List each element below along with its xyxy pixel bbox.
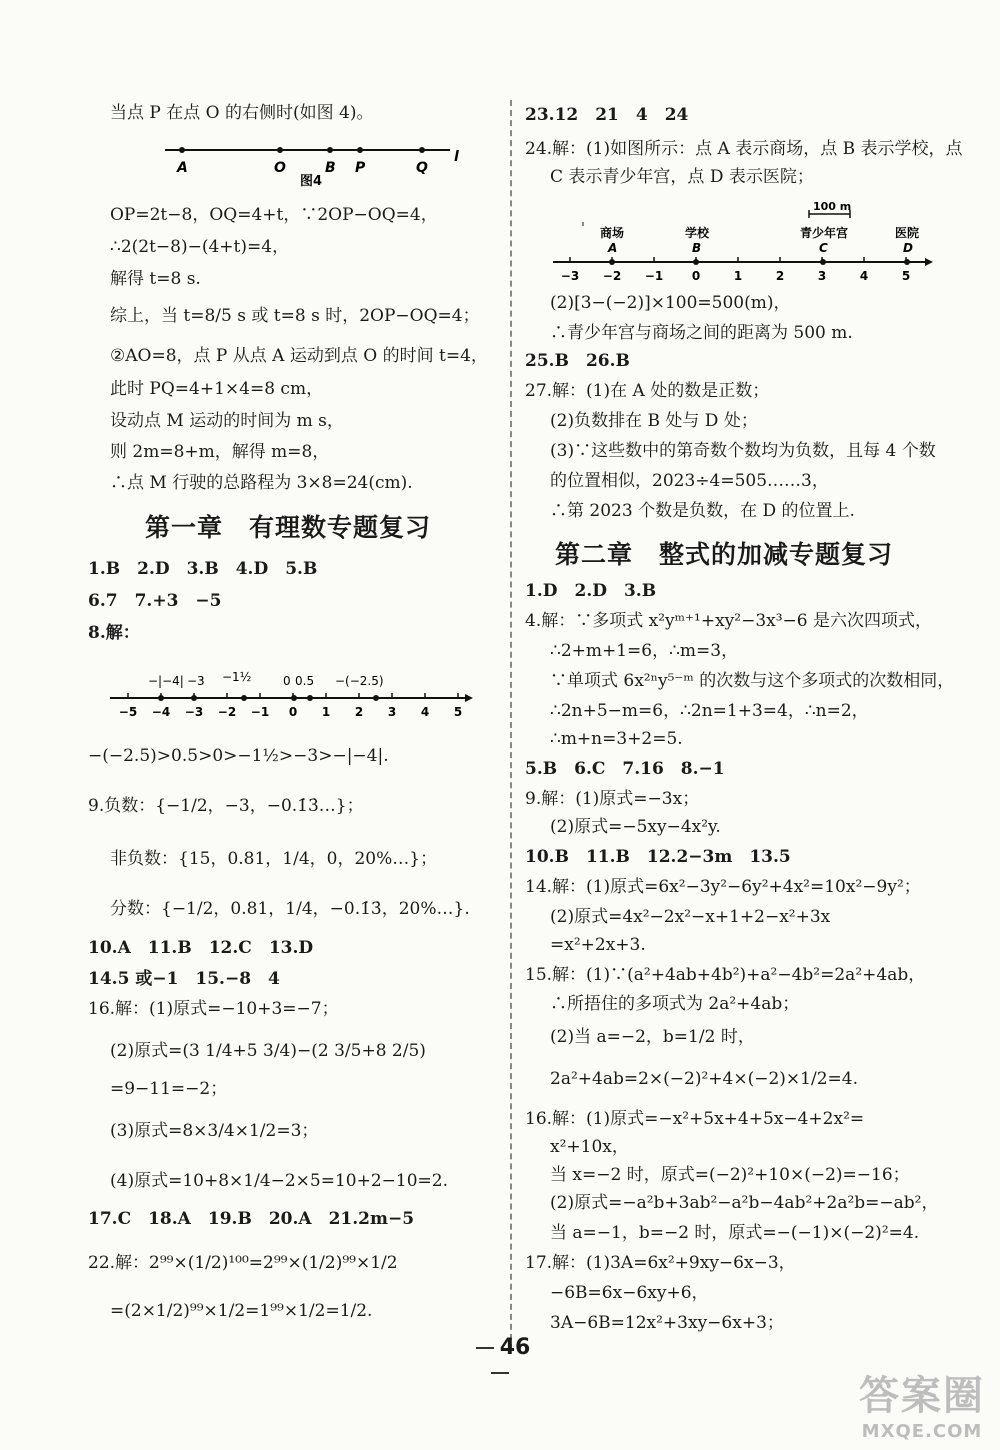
answer-line: 16.解：(1)原式=−10+3=−7； (88, 999, 339, 1019)
answer-line: 16.解：(1)原式=−x²+5x+4+5x−4+2x²= (525, 1109, 865, 1129)
text-line: (2)原式=(3 1/4+5 3/4)−(2 3/5+8 2/5) (110, 1041, 426, 1061)
answer-line: 17.C 18.A 19.B 20.A 21.2m−5 (88, 1209, 415, 1229)
text-line: 的位置相似，2023÷4=505……3， (550, 471, 829, 491)
tick-label: 4 (859, 269, 869, 283)
text-line: 3A−6B=12x²+3xy−6x+3； (550, 1313, 784, 1333)
answer-line: 23.12 21 4 24 (525, 105, 689, 125)
answer-line: 24.解：(1)如图所示：点 A 表示商场，点 B 表示学校，点 (525, 139, 963, 159)
text-line: (2)原式=4x²−2x²−x+1+2−x²+3x (550, 907, 831, 927)
point-a: A (608, 241, 618, 255)
watermark-logo (859, 1364, 985, 1442)
answer-line: 25.B 26.B (525, 351, 630, 371)
text-line: 此时 PQ=4+1×4=8 cm， (110, 379, 324, 399)
text-line: ∴青少年宫与商场之间的距离为 500 m. (550, 323, 853, 343)
q8-label-neg3: −3 (187, 674, 205, 688)
tick-label: 4 (420, 705, 430, 719)
place-mall: 商场 (600, 226, 625, 240)
column-divider (510, 100, 512, 1350)
text-line: ∴第 2023 个数是负数，在 D 的位置上. (550, 501, 855, 521)
place-hospital: 医院 (895, 226, 920, 240)
answer-line: 17.解：(1)3A=6x²+9xy−6x−3， (525, 1253, 796, 1273)
text-line: 当 a=−1，b=−2 时，原式=−(−1)×(−2)²=4. (550, 1223, 920, 1243)
tick-label: 2 (354, 705, 364, 719)
tick-label: −4 (151, 705, 171, 719)
watermark-text: 答案圈 (859, 1373, 985, 1419)
text-line: C 表示青少年宫，点 D 表示医院； (550, 167, 814, 187)
text-line: (2)原式=−5xy−4x²y. (550, 817, 721, 837)
tick-label: −2 (217, 705, 237, 719)
fig4-point-o: O (274, 160, 286, 176)
text-line: OP=2t−8，OQ=4+t，∵2OP−OQ=4， (110, 205, 438, 225)
tick-label: −2 (602, 269, 622, 283)
tick-label: −5 (118, 705, 138, 719)
text-line: (2)负数排在 B 处与 D 处； (550, 411, 758, 431)
text-line: −(−2.5)>0.5>0>−1½>−3>−|−4|. (88, 746, 389, 766)
answer-line: 22.解：2⁹⁹×(1/2)¹⁰⁰=2⁹⁹×(1/2)⁹⁹×1/2 (88, 1253, 398, 1273)
answer-line: 1.D 2.D 3.B (525, 581, 657, 601)
chapter-1-title: 第一章 有理数专题复习 (145, 513, 432, 542)
text-line: (4)原式=10+8×1/4−2×5=10+2−10=2. (110, 1171, 449, 1191)
fig4-point-p: P (355, 160, 366, 176)
text-line: 当点 P 在点 O 的右侧时(如图 4)。 (110, 103, 374, 123)
text-line: ∴m+n=3+2=5. (550, 729, 683, 749)
text-line: =9−11=−2； (110, 1079, 228, 1099)
page-number: 46 (455, 1335, 545, 1385)
text-line: (2)原式=−a²b+3ab²−a²b−4ab²+2a²b=−ab²， (550, 1193, 939, 1213)
text-line: ∴所捂住的多项式为 2a²+4ab； (550, 994, 800, 1014)
text-line: x²+10x， (550, 1137, 629, 1157)
text-line: ∴2n+5−m=6，∴2n=1+3=4，∴n=2， (550, 701, 869, 721)
text-line: 当 x=−2 时，原式=(−2)²+10×(−2)=−16； (550, 1165, 910, 1185)
fig4-line-label: l (454, 149, 459, 165)
chapter-2-title: 第二章 整式的加减专题复习 (555, 540, 894, 569)
text-line: =(2×1/2)⁹⁹×1/2=1⁹⁹×1/2=1/2. (110, 1301, 373, 1321)
tick-label: −1 (250, 705, 270, 719)
q8-label-neg-neg2-5: −(−2.5) (335, 674, 384, 688)
tick-label: 1 (321, 705, 331, 719)
scale-label: 100 m (813, 200, 852, 213)
tick-label: 2 (775, 269, 785, 283)
q8-label-neg1half: −1½ (222, 670, 252, 684)
tick-label: 0 (288, 705, 298, 719)
answer-line: 8.解： (88, 623, 140, 643)
figure-4-number-line (160, 135, 470, 190)
text-line: 2a²+4ab=2×(−2)²+4×(−2)×1/2=4. (550, 1069, 858, 1089)
fig4-caption: 图4 (300, 174, 323, 189)
fig4-point-q: Q (416, 160, 428, 176)
fig4-point-a: A (177, 160, 188, 176)
point-b: B (692, 241, 702, 255)
tick-label: 3 (387, 705, 397, 719)
tick-label: 5 (901, 269, 911, 283)
tick-label: 0 (691, 269, 701, 283)
q8-label-zero: 0 (283, 674, 291, 688)
answer-line: 10.A 11.B 12.C 13.D (88, 938, 314, 958)
point-d: D (903, 241, 913, 255)
q8-label-half: 0.5 (295, 674, 315, 688)
answer-line: 10.B 11.B 12.2−3m 13.5 (525, 847, 791, 867)
text-line: (3)∵这些数中的第奇数个数均为负数，且每 4 个数 (550, 441, 936, 461)
text-line: 则 2m=8+m，解得 m=8， (110, 442, 330, 462)
q8-label-abs4: −|−4| (148, 674, 184, 688)
answer-line: 1.B 2.D 3.B 4.D 5.B (88, 559, 318, 579)
text-line: 解得 t=8 s. (110, 269, 201, 289)
answer-line: 14.解：(1)原式=6x²−3y²−6y²+4x²=10x²−9y²； (525, 877, 921, 897)
place-school: 学校 (685, 226, 710, 240)
text-line: 非负数：{15，0.81，1/4，0，20%…}； (110, 849, 438, 869)
answer-line: 27.解：(1)在 A 处的数是正数； (525, 381, 770, 401)
point-c: C (819, 241, 828, 255)
q24-number-line (545, 200, 940, 285)
text-line: (2)当 a=−2，b=1/2 时， (550, 1027, 755, 1047)
text-line: −6B=6x−6xy+6， (550, 1283, 709, 1303)
text-line: ②AO=8，点 P 从点 A 运动到点 O 的时间 t=4， (110, 346, 488, 366)
text-line: 分数：{−1/2，0.81，1/4，−0.1̇3̇，20%…}. (110, 899, 470, 919)
text-line: (3)原式=8×3/4×1/2=3； (110, 1121, 319, 1141)
text-line: 综上，当 t=8/5 s 或 t=8 s 时，2OP−OQ=4； (110, 306, 480, 326)
tick-label: 5 (453, 705, 463, 719)
answer-line: 9.负数：{−1/2，−3，−0.1̇3̇…}； (88, 796, 364, 816)
answer-line: 9.解：(1)原式=−3x； (525, 789, 700, 809)
answer-line: 15.解：(1)∵(a²+4ab+4b²)+a²−4b²=2a²+4ab， (525, 965, 926, 985)
tick-label: −3 (560, 269, 580, 283)
tick-label: −3 (184, 705, 204, 719)
text-line: ∵单项式 6x²ⁿy⁵⁻ᵐ 的次数与这个多项式的次数相同， (550, 671, 955, 691)
q8-number-line (100, 665, 475, 730)
answer-line: 6.7 7.+3 −5 (88, 591, 222, 611)
text-line: ∴点 M 行驶的总路程为 3×8=24(cm). (110, 473, 413, 493)
text-line: ∴2(2t−8)−(4+t)=4， (110, 237, 290, 257)
tick-label: 3 (817, 269, 827, 283)
tick-label: −1 (644, 269, 664, 283)
answer-line: 4.解：∵多项式 x²yᵐ⁺¹+xy²−3x³−6 是六次四项式， (525, 611, 933, 631)
watermark-url: MXQE.COM (861, 1421, 983, 1442)
place-youth-palace: 青少年宫 (800, 226, 849, 240)
fig4-point-b: B (325, 160, 336, 176)
answer-line: 5.B 6.C 7.16 8.−1 (525, 759, 725, 779)
answer-line: 14.5 或−1 15.−8 4 (88, 969, 280, 989)
text-line: =x²+2x+3. (550, 935, 646, 955)
tick-label: 1 (733, 269, 743, 283)
text-line: ∴2+m+1=6，∴m=3， (550, 641, 739, 661)
text-line: (2)[3−(−2)]×100=500(m)， (550, 293, 791, 313)
text-line: 设动点 M 运动的时间为 m s， (110, 411, 344, 431)
